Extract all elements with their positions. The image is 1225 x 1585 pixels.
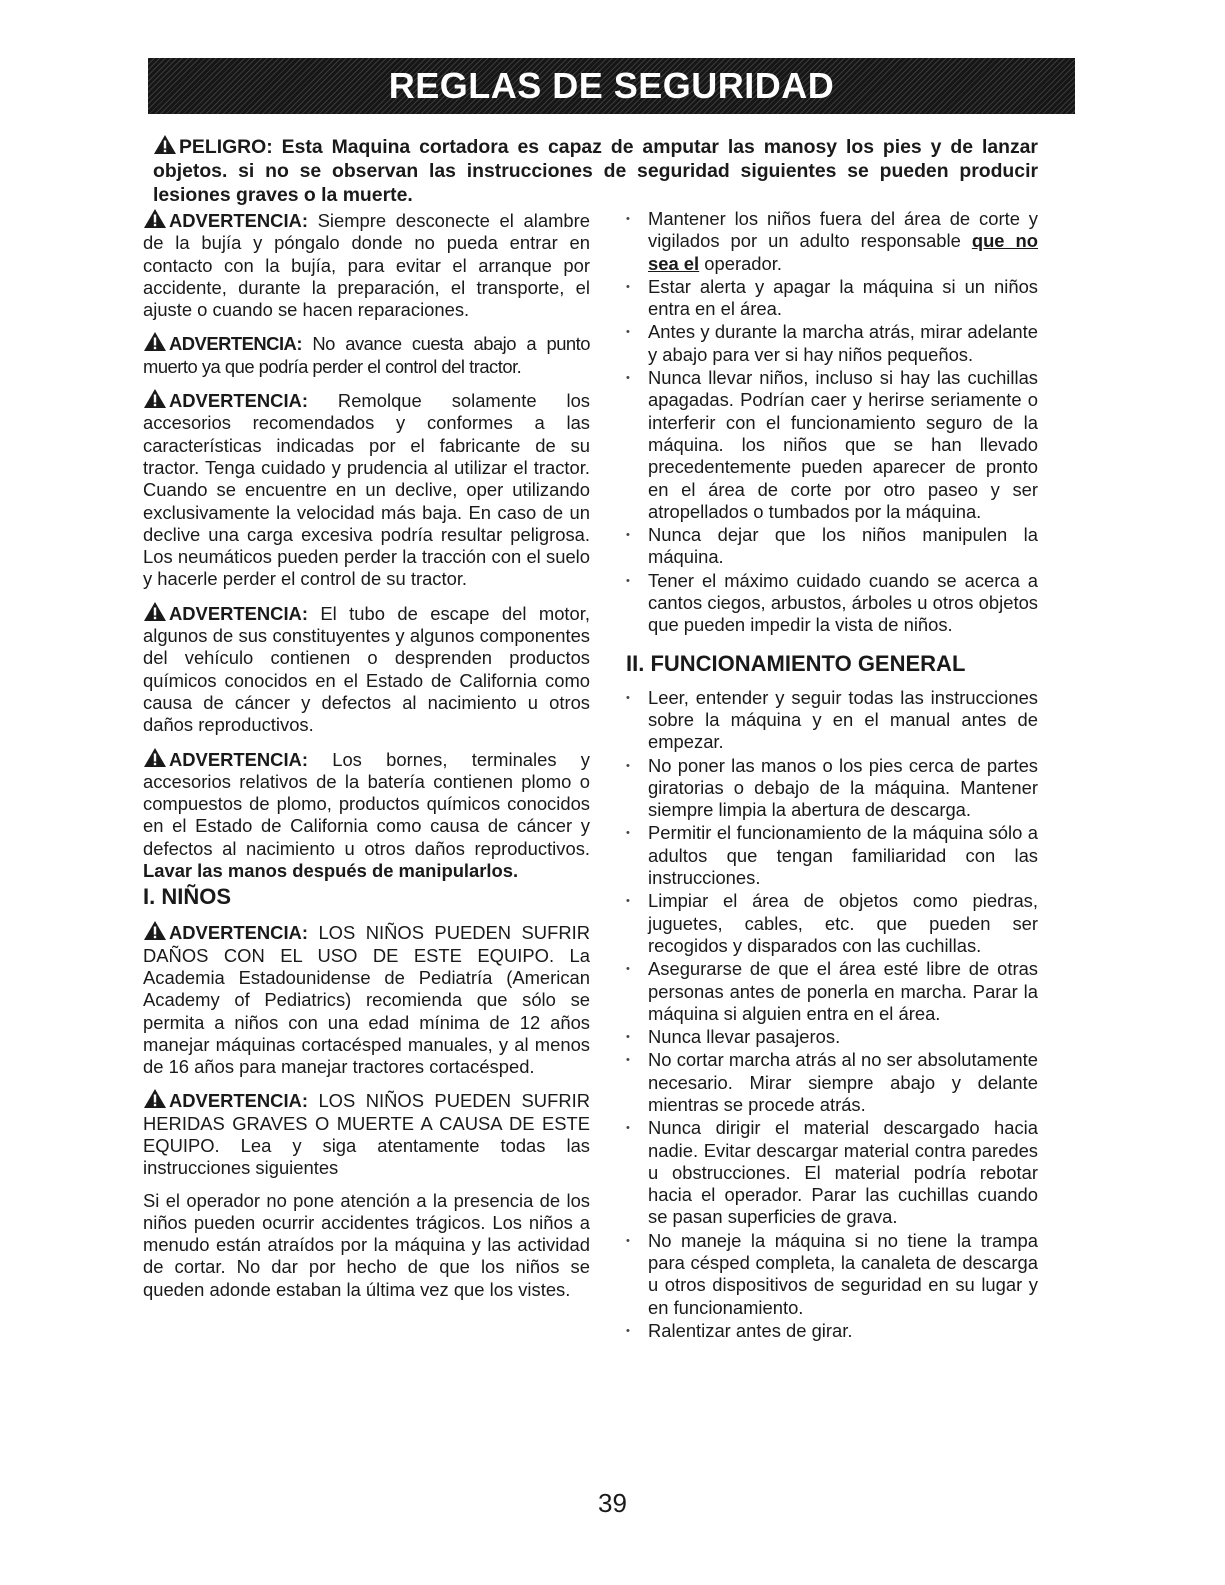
list-item: • No cortar marcha atrás al no ser absolutamente necesario. Mirar siempre abajo y delante mientras se procede atrás. xyxy=(626,1049,1038,1116)
list-item: • Tener el máximo cuidado cuando se acerca a cantos ciegos, arbustos, árboles u otros objetos que pueden impedir la vista de niños. xyxy=(626,570,1038,637)
warning-label: ADVERTENCIA: xyxy=(169,1090,308,1112)
list-item: • Asegurarse de que el área esté libre de otras personas antes de ponerla en marcha. Parar la máquina si alguien entra en el área. xyxy=(626,958,1038,1025)
warning-label: ADVERTENCIA: xyxy=(169,210,308,231)
warning-triangle-icon xyxy=(143,920,167,941)
warning-text: LOS NIÑOS PUEDEN SUFRIR DAÑOS CON EL USO DE ESTE EQUIPO. La Academia Estadounidense de Pediatría (American Academy of Pediatrics) recomienda que sólo se permita a niños con una edad mínima de 12 años manejar máquinas cortacésped manuales, y al menos de 16 años para manejar tractores cortacésped. xyxy=(143,922,590,1078)
warning-text: No avance cuesta abajo a punto muerto ya que podría perder el control del tractor. xyxy=(143,333,590,377)
warning-paragraph xyxy=(143,1088,590,1179)
closing-paragraph: Si el operador no pone atención a la presencia de los niños pueden ocurrir accidentes trágicos. Los niños a menudo están atraídos por la máquina y las actividad de cortar. No dar por hecho de que los niños se queden adonde estaban la última vez que los vistes. xyxy=(143,1189,590,1300)
warning-label: ADVERTENCIA: xyxy=(169,333,302,355)
list-item: • Nunca dejar que los niños manipulen la máquina. xyxy=(626,524,1038,569)
section-heading-general: II. FUNCIONAMIENTO GENERAL xyxy=(626,650,966,676)
list-item: • Estar alerta y apagar la máquina si un niños entra en el área. xyxy=(626,276,1038,321)
page-title: REGLAS DE SEGURIDAD xyxy=(388,65,835,106)
list-item: • Limpiar el área de objetos como piedras, juguetes, cables, etc. que pueden ser recogidos y disparados con las cuchillas. xyxy=(626,890,1038,957)
right-column xyxy=(626,208,1038,1343)
warning-label: ADVERTENCIA: xyxy=(169,602,308,624)
danger-label: PELIGRO: xyxy=(179,136,273,158)
warning-paragraph xyxy=(143,747,590,883)
list-item: • Leer, entender y seguir todas las instrucciones sobre la máquina y en el manual antes de empezar. xyxy=(626,687,1038,754)
warning-text: Los bornes, terminales y accesorios relativos de la batería contienen plomo o compuestos de plomo, productos químicos conocidos en el Estado de California como causa de cáncer y defectos al nacimiento u otros daños reproductivos. xyxy=(143,748,590,859)
warning-text: Siempre desconecte el alambre de la bujía y póngalo donde no pueda entrar en contacto con la bujía, para evitar el arranque por accidente, durante la preparación, el transporte, el ajuste o cuando se hacen reparaciones. xyxy=(143,210,590,321)
warning-label: ADVERTENCIA: xyxy=(169,390,308,412)
list-item: • Antes y durante la marcha atrás, mirar adelante y abajo para ver si hay niños pequeños. xyxy=(626,321,1038,366)
warning-text: El tubo de escape del motor, algunos de sus constituyentes y algunos componentes del vehículo contienen o desprenden productos químicos conocidos en el Estado de California como causa de cáncer y defectos al nacimiento u otros daños reproductivos. xyxy=(143,602,590,736)
children-bullet-list xyxy=(626,208,1038,637)
list-item: • No maneje la máquina si no tiene la trampa para césped completa, la canaleta de descarga u otros dispositivos de seguridad en su lugar y en funcionamiento. xyxy=(626,1230,1038,1319)
list-item: • Nunca llevar pasajeros. xyxy=(626,1026,1038,1048)
warning-triangle-icon xyxy=(143,208,167,229)
warning-text: LOS NIÑOS PUEDEN SUFRIR HERIDAS GRAVES O MUERTE A CAUSA DE ESTE EQUIPO. Lea y siga atentamente todas las instrucciones siguientes xyxy=(143,1090,590,1179)
general-bullet-list xyxy=(626,687,1038,1343)
danger-notice xyxy=(153,134,1038,207)
warning-paragraph xyxy=(143,601,590,737)
warning-triangle-icon xyxy=(143,1088,167,1109)
warning-label: ADVERTENCIA: xyxy=(169,748,308,770)
warning-triangle-icon xyxy=(143,388,167,409)
warning-triangle-icon xyxy=(143,331,167,352)
list-item: • Nunca dirigir el material descargado hacia nadie. Evitar descargar material contra paredes u obstrucciones. El material podría rebotar hacia el operador. Parar las cuchillas cuando se pasan superficies de grava. xyxy=(626,1117,1038,1228)
list-item: • Ralentizar antes de girar. xyxy=(626,1320,1038,1342)
page-number: 39 xyxy=(598,1488,627,1518)
list-item: • No poner las manos o los pies cerca de partes giratorias o debajo de la máquina. Mantener siempre limpia la abertura de descarga. xyxy=(626,755,1038,822)
underlined-text: que no sea el xyxy=(648,230,1038,274)
warning-text: Remolque solamente los accesorios recomendados y conformes a las características indicadas por el fabricante de su tractor. Tenga cuidado y prudencia al utilizar el tractor. Cuando se encuentre en un declive, oper utilizando exclusivamente la velocidad más baja. En caso de un declive una carga excesiva podría resultar peligrosa. Los neumáticos pueden perder la tracción con el suelo y hacerle perder el control de su tractor. xyxy=(143,390,590,590)
section-heading-ninos: I. NIÑOS xyxy=(143,884,232,910)
left-column xyxy=(143,208,590,1311)
danger-text: Esta Maquina cortadora es capaz de amputar las manosy los pies y de lanzar objetos. si no se observan las instrucciones de seguridad siguientes se pueden producir lesiones graves o la muerte. xyxy=(153,136,1038,206)
warning-label: ADVERTENCIA: xyxy=(169,922,308,944)
warning-paragraph xyxy=(143,920,590,1078)
list-item: • Mantener los niños fuera del área de corte y vigilados por un adulto responsable que no sea el operador. xyxy=(626,208,1038,275)
warning-bold-tail: Lavar las manos después de manipularlos. xyxy=(143,860,519,882)
warning-triangle-icon xyxy=(153,134,177,155)
page-title-banner xyxy=(148,58,1075,114)
list-item: • Permitir el funcionamiento de la máquina sólo a adultos que tengan familiaridad con las instrucciones. xyxy=(626,822,1038,889)
warning-triangle-icon xyxy=(143,601,167,622)
warning-paragraph xyxy=(143,331,590,378)
warning-paragraph xyxy=(143,208,590,321)
warning-paragraph xyxy=(143,388,590,591)
warning-triangle-icon xyxy=(143,747,167,768)
list-item: • Nunca llevar niños, incluso si hay las cuchillas apagadas. Podrían caer y herirse seriamente o interferir con el funcionamiento seguro de la máquina. los niños que se han llevado precedentemente pueden aparecer de pronto en el área de corte por otro paseo y ser atropellados o tumbados por la máquina. xyxy=(626,367,1038,523)
